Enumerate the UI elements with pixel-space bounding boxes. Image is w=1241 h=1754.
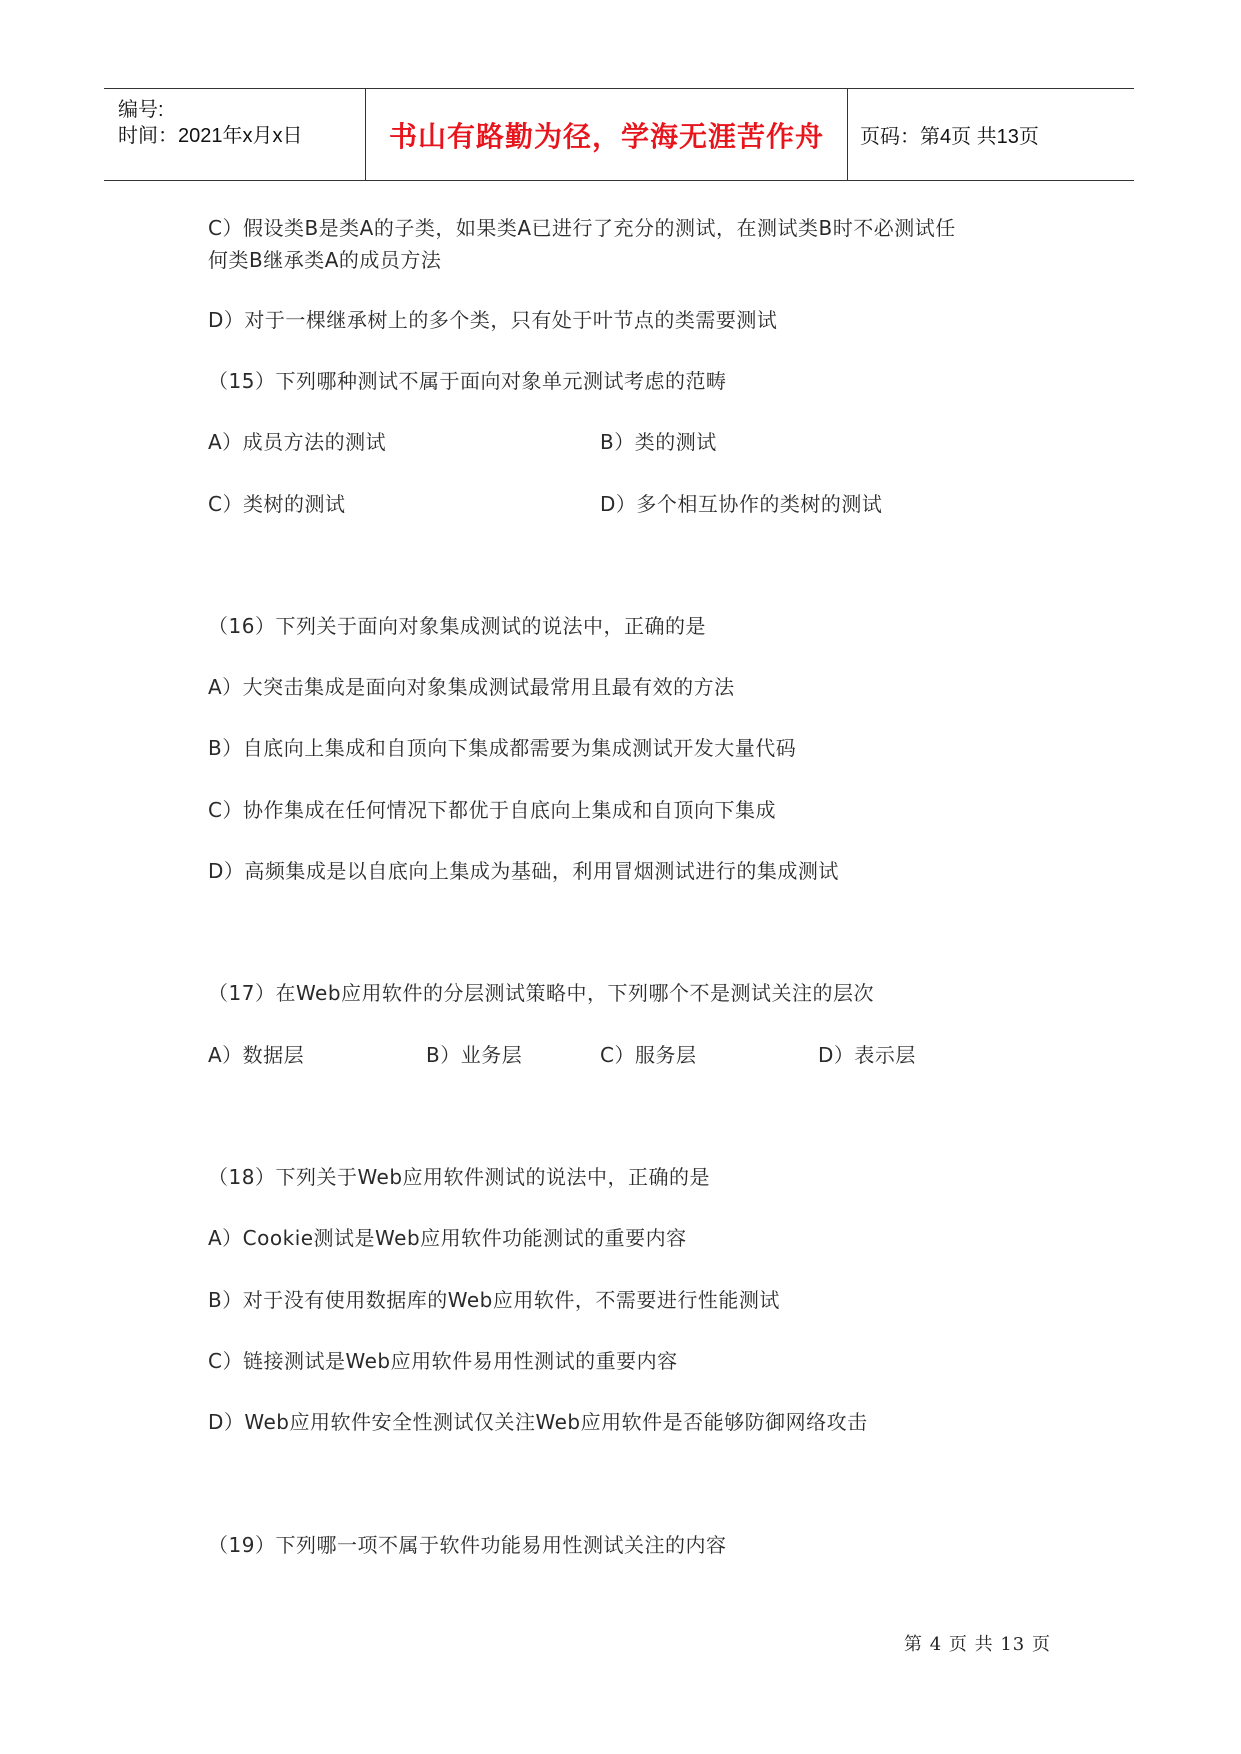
header-page-info: 页码：第4页 共13页 (860, 126, 1039, 148)
q14-option-d: D）对于一棵继承树上的多个类，只有处于叶节点的类需要测试 (208, 308, 778, 332)
q18-option-a: A）Cookie测试是Web应用软件功能测试的重要内容 (208, 1226, 687, 1250)
q16-option-a: A）大突击集成是面向对象集成测试最常用且最有效的方法 (208, 675, 735, 699)
q18-question: （18）下列关于Web应用软件测试的说法中，正确的是 (208, 1165, 711, 1189)
q17-option-a: A）数据层 (208, 1043, 305, 1067)
q19-question: （19）下列哪一项不属于软件功能易用性测试关注的内容 (208, 1533, 727, 1557)
page-footer: 第 4 页 共 13 页 (904, 1634, 1051, 1655)
header-left-cell (104, 89, 366, 180)
q16-option-d: D）高频集成是以自底向上集成为基础，利用冒烟测试进行的集成测试 (208, 859, 839, 883)
q17-question: （17）在Web应用软件的分层测试策略中，下列哪个不是测试关注的层次 (208, 981, 875, 1005)
q15-option-b: B）类的测试 (600, 430, 717, 454)
q17-option-d: D）表示层 (818, 1043, 916, 1067)
q16-option-b: B）自底向上集成和自顶向下集成都需要为集成测试开发大量代码 (208, 736, 797, 760)
q17-option-b: B）业务层 (426, 1043, 523, 1067)
q15-question: （15）下列哪种测试不属于面向对象单元测试考虑的范畴 (208, 369, 727, 393)
q15-option-c: C）类树的测试 (208, 492, 346, 516)
header-motto: 书山有路勤为径，学海无涯苦作舟 (388, 119, 824, 153)
q18-option-c: C）链接测试是Web应用软件易用性测试的重要内容 (208, 1349, 678, 1373)
document-time-label: 时间：2021年x月x日 (118, 125, 303, 147)
q15-option-a: A）成员方法的测试 (208, 430, 387, 454)
q16-question: （16）下列关于面向对象集成测试的说法中，正确的是 (208, 614, 706, 638)
q15-option-d: D）多个相互协作的类树的测试 (600, 492, 883, 516)
q14-option-c-line2: 何类B继承类A的成员方法 (208, 248, 442, 272)
document-number-label: 编号: (118, 99, 164, 121)
header-middle-cell (366, 89, 848, 180)
q16-option-c: C）协作集成在任何情况下都优于自底向上集成和自顶向下集成 (208, 798, 776, 822)
q18-option-b: B）对于没有使用数据库的Web应用软件，不需要进行性能测试 (208, 1288, 780, 1312)
page-header (104, 88, 1134, 181)
q18-option-d: D）Web应用软件安全性测试仅关注Web应用软件是否能够防御网络攻击 (208, 1410, 868, 1434)
q17-option-c: C）服务层 (600, 1043, 697, 1067)
q14-option-c-line1: C）假设类B是类A的子类，如果类A已进行了充分的测试，在测试类B时不必测试任 (208, 216, 956, 240)
header-right-cell (848, 89, 1134, 180)
